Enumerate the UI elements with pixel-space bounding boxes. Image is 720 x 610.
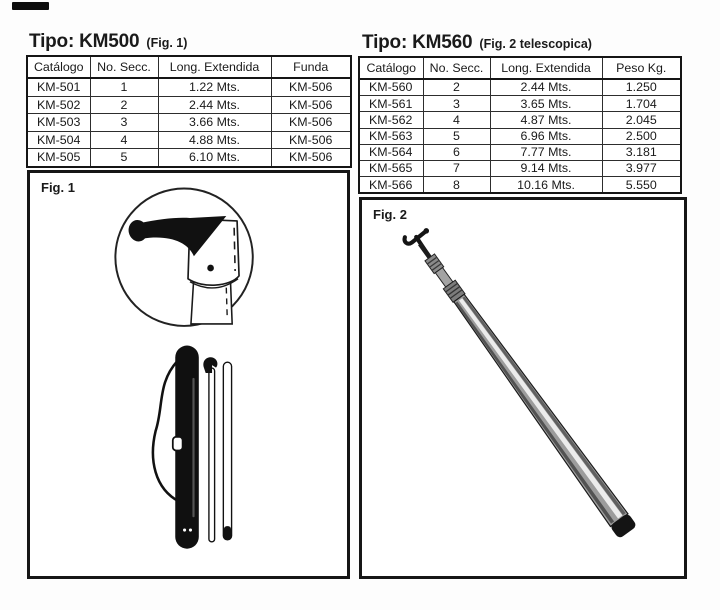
section-title-suffix: (Fig. 2 telescopica): [479, 37, 592, 51]
km560-table-body: [359, 79, 681, 193]
km500-table-header: [27, 56, 351, 78]
km560-table-header: [359, 57, 681, 79]
column-header: Long. Extendida: [490, 57, 602, 79]
pole-section-a: [209, 368, 215, 542]
case-clasp: [173, 437, 183, 451]
table-cell: 1: [90, 78, 158, 96]
pole-elbow-fitting: [203, 357, 217, 373]
table-row: [27, 78, 351, 96]
table-cell: 9.14 Mts.: [490, 160, 602, 176]
figure-2-drawing: [362, 200, 684, 576]
figure-1-box: [27, 170, 350, 579]
table-cell: 3: [90, 114, 158, 132]
table-cell: 2.44 Mts.: [158, 96, 271, 114]
table-cell: KM-565: [359, 160, 423, 176]
figure-2-box: [359, 197, 687, 579]
table-cell: 3.181: [602, 144, 681, 160]
scan-artifact-mark: [12, 2, 49, 10]
table-cell: 5: [423, 128, 490, 144]
column-header: Long. Extendida: [158, 56, 271, 78]
table-cell: KM-566: [359, 177, 423, 194]
table-row: [359, 79, 681, 96]
table-cell: KM-506: [271, 114, 351, 132]
table-row: [359, 177, 681, 194]
table-cell: 2: [423, 79, 490, 96]
figure-1-drawing: [30, 173, 347, 576]
table-cell: 10.16 Mts.: [490, 177, 602, 194]
carrying-case-group: [153, 346, 232, 549]
column-header: Peso Kg.: [602, 57, 681, 79]
table-cell: 8: [423, 177, 490, 194]
table-cell: KM-505: [27, 149, 90, 167]
pole-tip-detail-inset: [115, 189, 252, 326]
table-cell: 4: [423, 112, 490, 128]
table-cell: KM-561: [359, 96, 423, 112]
pole-section-b: [223, 362, 231, 540]
table-cell: 1.22 Mts.: [158, 78, 271, 96]
table-cell: KM-564: [359, 144, 423, 160]
km500-table-body: [27, 78, 351, 167]
table-cell: KM-503: [27, 114, 90, 132]
table-cell: 4.88 Mts.: [158, 131, 271, 149]
table-cell: 1.704: [602, 96, 681, 112]
km560-spec-table: [358, 56, 682, 194]
table-row: [359, 128, 681, 144]
table-cell: KM-502: [27, 96, 90, 114]
table-cell: 7.77 Mts.: [490, 144, 602, 160]
table-cell: KM-506: [271, 96, 351, 114]
table-cell: 5.550: [602, 177, 681, 194]
table-cell: KM-563: [359, 128, 423, 144]
column-header: Catálogo: [27, 56, 90, 78]
table-cell: 3.977: [602, 160, 681, 176]
table-cell: 4: [90, 131, 158, 149]
section-title-suffix: (Fig. 1): [146, 36, 188, 50]
figure-2-label: Fig. 2: [373, 207, 407, 222]
pole-b-tip: [224, 526, 231, 539]
rivet-dot: [207, 265, 214, 272]
table-cell: 2: [90, 96, 158, 114]
column-header: Catálogo: [359, 57, 423, 79]
table-cell: 2.500: [602, 128, 681, 144]
section-title-km560: [362, 32, 592, 54]
table-cell: 2.44 Mts.: [490, 79, 602, 96]
figure-1-label: Fig. 1: [41, 180, 75, 195]
section-title-text: Tipo: KM560: [362, 32, 473, 53]
table-cell: 6.96 Mts.: [490, 128, 602, 144]
column-header: Funda: [271, 56, 351, 78]
table-row: [359, 96, 681, 112]
case-strap: [153, 361, 179, 501]
table-cell: 6.10 Mts.: [158, 149, 271, 167]
table-row: [27, 96, 351, 114]
km500-spec-table: [26, 55, 352, 168]
table-row: [27, 149, 351, 167]
table-cell: KM-562: [359, 112, 423, 128]
table-cell: 3: [423, 96, 490, 112]
table-row: [27, 114, 351, 132]
section-title-km500: [29, 31, 187, 53]
table-cell: 6: [423, 144, 490, 160]
table-cell: KM-560: [359, 79, 423, 96]
table-row: [27, 131, 351, 149]
section-title-text: Tipo: KM500: [29, 31, 140, 52]
column-header: No. Secc.: [423, 57, 490, 79]
table-row: [359, 160, 681, 176]
table-cell: 3.65 Mts.: [490, 96, 602, 112]
table-cell: 1.250: [602, 79, 681, 96]
table-cell: 4.87 Mts.: [490, 112, 602, 128]
table-cell: 3.66 Mts.: [158, 114, 271, 132]
column-header: No. Secc.: [90, 56, 158, 78]
table-cell: 7: [423, 160, 490, 176]
table-cell: KM-506: [271, 149, 351, 167]
table-row: [359, 144, 681, 160]
table-cell: KM-501: [27, 78, 90, 96]
table-row: [359, 112, 681, 128]
telescopic-pole: [402, 223, 640, 539]
table-cell: 2.045: [602, 112, 681, 128]
table-cell: KM-506: [271, 131, 351, 149]
table-cell: KM-506: [271, 78, 351, 96]
table-cell: KM-504: [27, 131, 90, 149]
table-cell: 5: [90, 149, 158, 167]
